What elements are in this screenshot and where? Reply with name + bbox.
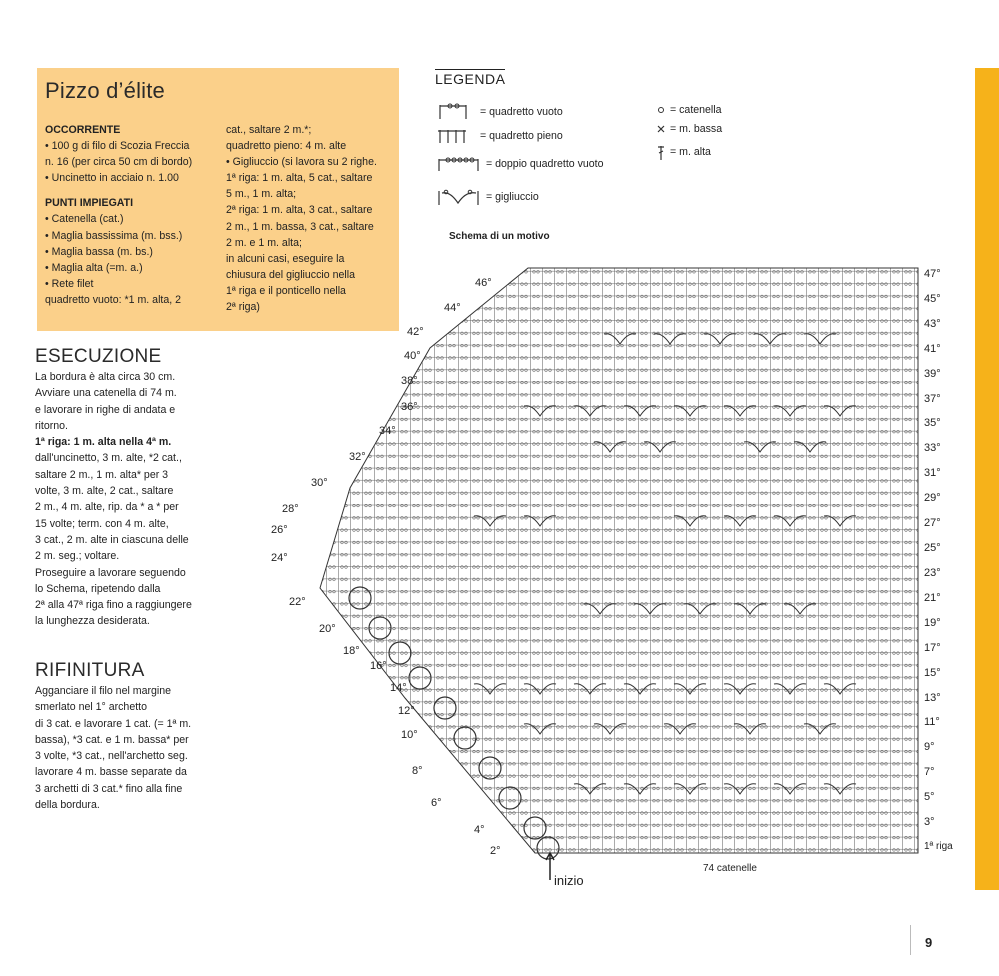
punti-line: 2 m. e 1 m. alta; (226, 236, 302, 249)
legend-label: = catenella (670, 104, 722, 116)
row-label-left: 20° (319, 623, 336, 635)
gigliuccio-icon (436, 187, 482, 207)
row-label-right: 31° (924, 467, 941, 480)
punti-line: • Maglia alta (=m. a.) (45, 261, 143, 274)
legend-label: = quadretto pieno (480, 130, 563, 142)
punti-line: cat., saltare 2 m.*; (226, 124, 312, 136)
row-label-left: 40° (404, 350, 421, 362)
row-label-right: 47° (924, 268, 941, 280)
row-label-right: 7° (924, 766, 935, 779)
row-label-right: 27° (924, 517, 941, 530)
text-line: lo Schema, ripetendo dalla (35, 582, 161, 595)
text-line: 2ª alla 47ª riga fino a raggiungere (35, 599, 192, 612)
text-line: bassa), *3 cat. e 1 m. bassa* per (35, 733, 189, 746)
crochet-schema-chart (290, 258, 950, 898)
text-line: di 3 cat. e lavorare 1 cat. (= 1ª m. (35, 717, 192, 730)
page-title: Pizzo d’élite (45, 78, 165, 103)
text-line: e lavorare in righe di andata e (35, 403, 176, 416)
row-label-left: 4° (474, 824, 485, 836)
double-square-icon (436, 155, 482, 173)
legend-item-chain (656, 104, 722, 116)
row-label-left: 16° (370, 660, 387, 672)
row-label-right: 11° (924, 716, 940, 729)
punti-line: 2ª riga) (226, 301, 260, 314)
row-label-left: 38° (401, 375, 418, 387)
row-label-right: 21° (924, 591, 941, 604)
row-label-left: 14° (390, 682, 407, 694)
legend-label: = gigliuccio (486, 191, 539, 203)
legend-label: = m. bassa (670, 123, 723, 135)
double-crochet-icon (656, 143, 666, 161)
punti-line: • Rete filet (45, 277, 94, 290)
row-label-left: 36° (401, 401, 418, 413)
row-label-right: 19° (924, 616, 941, 629)
punti-line: chiusura del gigliuccio nella (226, 268, 355, 281)
rifinitura-heading: RIFINITURA (35, 660, 145, 681)
row-label-left: 12° (398, 705, 415, 717)
text-line: ritorno. (35, 419, 68, 432)
row-label-right: 37° (924, 392, 941, 405)
punti-line: 5 m., 1 m. alta; (226, 188, 297, 201)
yellow-side-bar (975, 68, 999, 890)
punti-line: 1ª riga: 1 m. alta, 5 cat., saltare (226, 172, 373, 185)
punti-line: 1ª riga e il ponticello nella (226, 284, 346, 297)
text-line: della bordura. (35, 799, 100, 812)
text-line: saltare 2 m., 1 m. alta* per 3 (35, 468, 169, 481)
text-line: 15 volte; term. con 4 m. alte, (35, 517, 169, 530)
punti-heading: PUNTI IMPIEGATI (45, 197, 134, 210)
empty-square-icon (436, 103, 476, 121)
occorrente-item: • Uncinetto in acciaio n. 1.00 (45, 172, 179, 185)
page-rule (910, 925, 911, 955)
row-label-right: 23° (924, 566, 941, 579)
occorrente-item: • 100 g di filo di Scozia Freccia (45, 140, 190, 153)
row-label-right: 29° (924, 492, 941, 505)
row-label-left: 18° (343, 645, 360, 657)
legend-item-double-square (436, 155, 604, 173)
text-line: la lunghezza desiderata. (35, 615, 150, 628)
text-line: Avviare una catenella di 74 m. (35, 387, 177, 400)
row-label-right: 39° (924, 367, 941, 380)
text-line: Proseguire a lavorare seguendo (35, 566, 186, 579)
row-label-right: 33° (924, 442, 941, 455)
text-line: 1ª riga: 1 m. alta nella 4ª m. (35, 436, 172, 449)
text-line: dall'uncinetto, 3 m. alte, *2 cat., (35, 452, 182, 465)
legend-item-empty-square (436, 103, 563, 121)
row-label-left: 32° (349, 451, 366, 463)
text-line: smerlato nel 1° archetto (35, 701, 147, 714)
row-label-right: 45° (924, 292, 941, 305)
row-label-left: 6° (431, 797, 442, 809)
occorrente-item: n. 16 (per circa 50 cm di bordo) (45, 156, 193, 169)
row-label-right: 13° (924, 691, 941, 704)
row-label-right: 3° (924, 816, 935, 829)
start-label: inizio (554, 873, 584, 888)
row-label-right: 1ª riga (924, 841, 953, 852)
legend-item-gigliuccio (436, 187, 539, 207)
rifinitura-text (35, 683, 225, 813)
row-label-left: 22° (289, 596, 306, 608)
esecuzione-text (35, 369, 215, 630)
row-label-right: 35° (924, 417, 941, 430)
row-label-right: 41° (924, 342, 941, 355)
punti-line: in alcuni casi, eseguire la (226, 252, 345, 265)
occorrente-heading: OCCORRENTE (45, 124, 121, 136)
text-line: volte, 3 m. alte, 2 cat., saltare (35, 485, 174, 498)
punti-line: • Catenella (cat.) (45, 213, 124, 226)
legend-label: = doppio quadretto vuoto (486, 158, 604, 170)
row-label-right: 17° (924, 641, 941, 654)
row-label-right: 9° (924, 741, 935, 754)
materials-column-1 (45, 122, 231, 308)
chain-count-label: 74 catenelle (703, 863, 757, 874)
single-crochet-icon (656, 123, 666, 135)
legend-item-full-square (436, 127, 563, 145)
text-line: 2 m. seg.; voltare. (35, 550, 120, 563)
text-line: lavorare 4 m. basse separate da (35, 766, 187, 779)
punti-line: • Gigliuccio (si lavora su 2 righe. (226, 156, 377, 169)
row-label-left: 24° (271, 552, 288, 564)
row-label-left: 8° (412, 765, 423, 777)
punti-line: quadretto vuoto: *1 m. alta, 2 (45, 293, 182, 306)
legend-item-single-crochet (656, 123, 722, 135)
row-label-left: 34° (379, 425, 396, 437)
legend-title: LEGENDA (435, 71, 506, 87)
chain-icon (656, 104, 666, 116)
legend-label: = quadretto vuoto (480, 106, 563, 118)
punti-line: quadretto pieno: 4 m. alte (226, 140, 347, 153)
punti-line: • Maglia bassa (m. bs.) (45, 245, 153, 258)
esecuzione-heading: ESECUZIONE (35, 346, 162, 367)
punti-line: 2ª riga: 1 m. alta, 3 cat., saltare (226, 204, 373, 217)
text-line: La bordura è alta circa 30 cm. (35, 371, 176, 383)
legend-label: = m. alta (670, 146, 711, 158)
row-label-left: 2° (490, 845, 501, 857)
punti-line: • Maglia bassissima (m. bss.) (45, 229, 183, 242)
row-label-right: 5° (924, 791, 935, 804)
text-line: 3 volte, *3 cat., nell'archetto seg. (35, 750, 188, 763)
text-line: Agganciare il filo nel margine (35, 685, 172, 697)
punti-line: 2 m., 1 m. bassa, 3 cat., saltare (226, 220, 374, 233)
page-number: 9 (925, 935, 933, 950)
row-label-left: 46° (475, 277, 492, 289)
row-label-right: 25° (924, 542, 941, 555)
row-label-left: 30° (311, 477, 328, 489)
row-label-right: 43° (924, 317, 941, 330)
row-label-left: 44° (444, 302, 461, 314)
row-label-left: 26° (271, 524, 288, 536)
row-label-left: 42° (407, 326, 424, 338)
row-label-left: 28° (282, 503, 299, 515)
full-square-icon (436, 127, 476, 145)
row-label-right: 15° (924, 666, 941, 679)
legend-item-double-crochet (656, 143, 711, 161)
row-label-left: 10° (401, 729, 418, 741)
text-line: 3 cat., 2 m. alte in ciascuna delle (35, 533, 189, 546)
text-line: 2 m., 4 m. alte, rip. da * a * per (35, 501, 179, 514)
schema-title: Schema di un motivo (449, 231, 550, 242)
text-line: 3 archetti di 3 cat.* fino alla fine (35, 782, 183, 795)
